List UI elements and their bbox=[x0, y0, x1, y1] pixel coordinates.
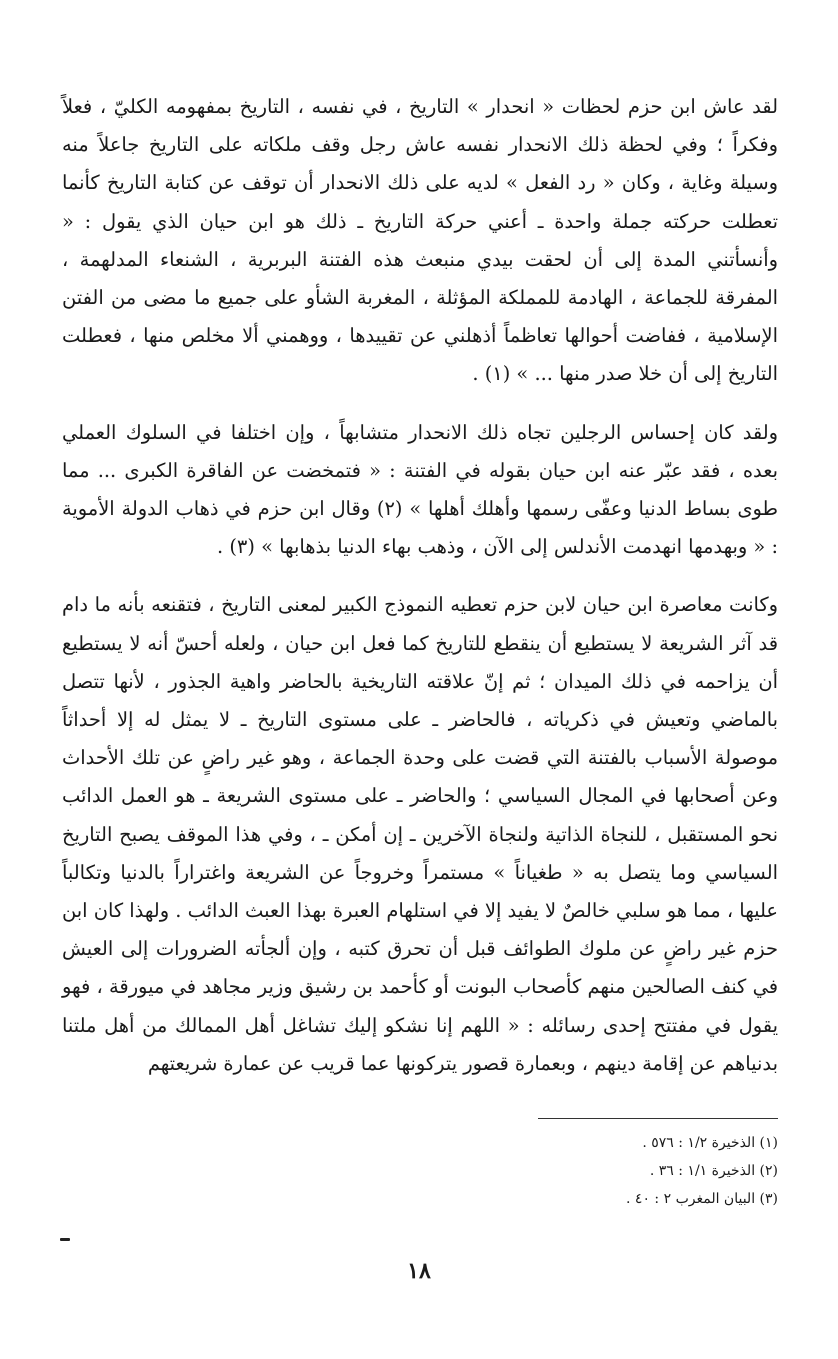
paragraph-3: وكانت معاصرة ابن حيان لابن حزم تعطيه النموذج الكبير لمعنى التاريخ ، فتقنعه بأنه ما دام قد آثر الشريعة لا يستطيع أن ينقطع للتاريخ كما فعل ابن حيان ، ولعله أحسّ أنه لا يستطيع أن يزاحمه في ذلك الميدان ؛ ثم إنّ علاقته التاريخية بالحاضر واهية الجذور ، لأنها تتصل بالماضي وتعيش في ذكرياته ، فالحاضر ـ على مستوى التاريخ ـ لا يمثل له إلا أحداثاً موصولة الأسباب بالفتنة التي قضت على وحدة الجماعة ، وهو غير راضٍ عن تلك الأحداث وعن أصحابها في المجال السياسي ؛ والحاضر ـ على مستوى الشريعة ـ هو العمل الدائب نحو المستقبل ، للنجاة الذاتية ولنجاة الآخرين ـ إن أمكن ـ ، وفي هذا الموقف يصبح التاريخ السياسي وما يتصل به « طغياناً » مستمراً وخروجاً عن الشريعة واغتراراً بالدنيا وتكالباً عليها ، مما هو سلبي خالصٌ لا يفيد إلا في استلهام العبرة بهذا العبث الدائب . ولهذا كان ابن حزم غير راضٍ عن ملوك الطوائف قبل أن تحرق كتبه ، وإن ألجأته الضرورات إلى العيش في كنف الصالحين منهم كأصحاب البونت أو كأحمد بن رشيق وزير مجاهد في ميورقة ، فهو يقول في مفتتح إحدى رسائله : « اللهم إنا نشكو إليك تشاغل أهل الممالك من أهل ملتنا بدنياهم عن إقامة دينهم ، وبعمارة قصور يتركونها عما قريب عن عمارة شريعتهم bbox=[62, 593, 778, 1075]
paragraph-2: ولقد كان إحساس الرجلين تجاه ذلك الانحدار متشابهاً ، وإن اختلفا في السلوك العملي بعده ، فقد عبّر عنه ابن حيان بقوله في الفتنة : « فتمخضت عن الفاقرة الكبرى ... مما طوى بساط الدنيا وعفّى رسمها وأهلك أهلها » (٢) وقال ابن حزم في ذهاب الدولة الأموية : « وبهدمها انهدمت الأندلس إلى الآن ، وذهب بهاء الدنيا بذهابها » (٣) . bbox=[62, 420, 778, 559]
footnote-1: (١) الذخيرة ١/٢ : ٥٧٦ . bbox=[642, 1135, 778, 1151]
paragraph-1: لقد عاش ابن حزم لحظات « انحدار » التاريخ ، في نفسه ، التاريخ بمفهومه الكليّ ، فعلاً وفكراً ؛ وفي لحظة ذلك الانحدار نفسه عاش رجل وقف ملكاته على التاريخ جاعلاً منه وسيلة وغاية ، وكان « رد الفعل » لديه على ذلك الانحدار أن توقف عن كتابة التاريخ كأنما تعطلت حركته جملة واحدة ـ أعني حركة التاريخ ـ ذلك هو ابن حيان الذي يقول : « وأنسأتني المدة إلى أن لحقت بيدي منبعث هذه الفتنة البربرية ، الشنعاء المدلهمة ، المفرقة للجماعة ، الهادمة للمملكة المؤثلة ، المغربة الشأو على جميع ما مضى من الفتن الإسلامية ، ففاضت أحوالها تعاظماً أذهلني عن تقييدها ، ووهمني ألا مخلص منها ، فعطلت التاريخ إلى أن خلا صدر منها ... » (١) . bbox=[62, 95, 778, 386]
footnote-2: (٢) الذخيرة ١/١ : ٣٦ . bbox=[649, 1163, 778, 1179]
footnote-3: (٣) البيان المغرب ٢ : ٤٠ . bbox=[626, 1191, 778, 1207]
footnotes bbox=[538, 1118, 778, 1213]
ink-mark bbox=[60, 1238, 70, 1241]
footnote-divider bbox=[538, 1118, 778, 1119]
page-number: ١٨ bbox=[407, 1258, 431, 1284]
page-body bbox=[62, 88, 778, 1083]
